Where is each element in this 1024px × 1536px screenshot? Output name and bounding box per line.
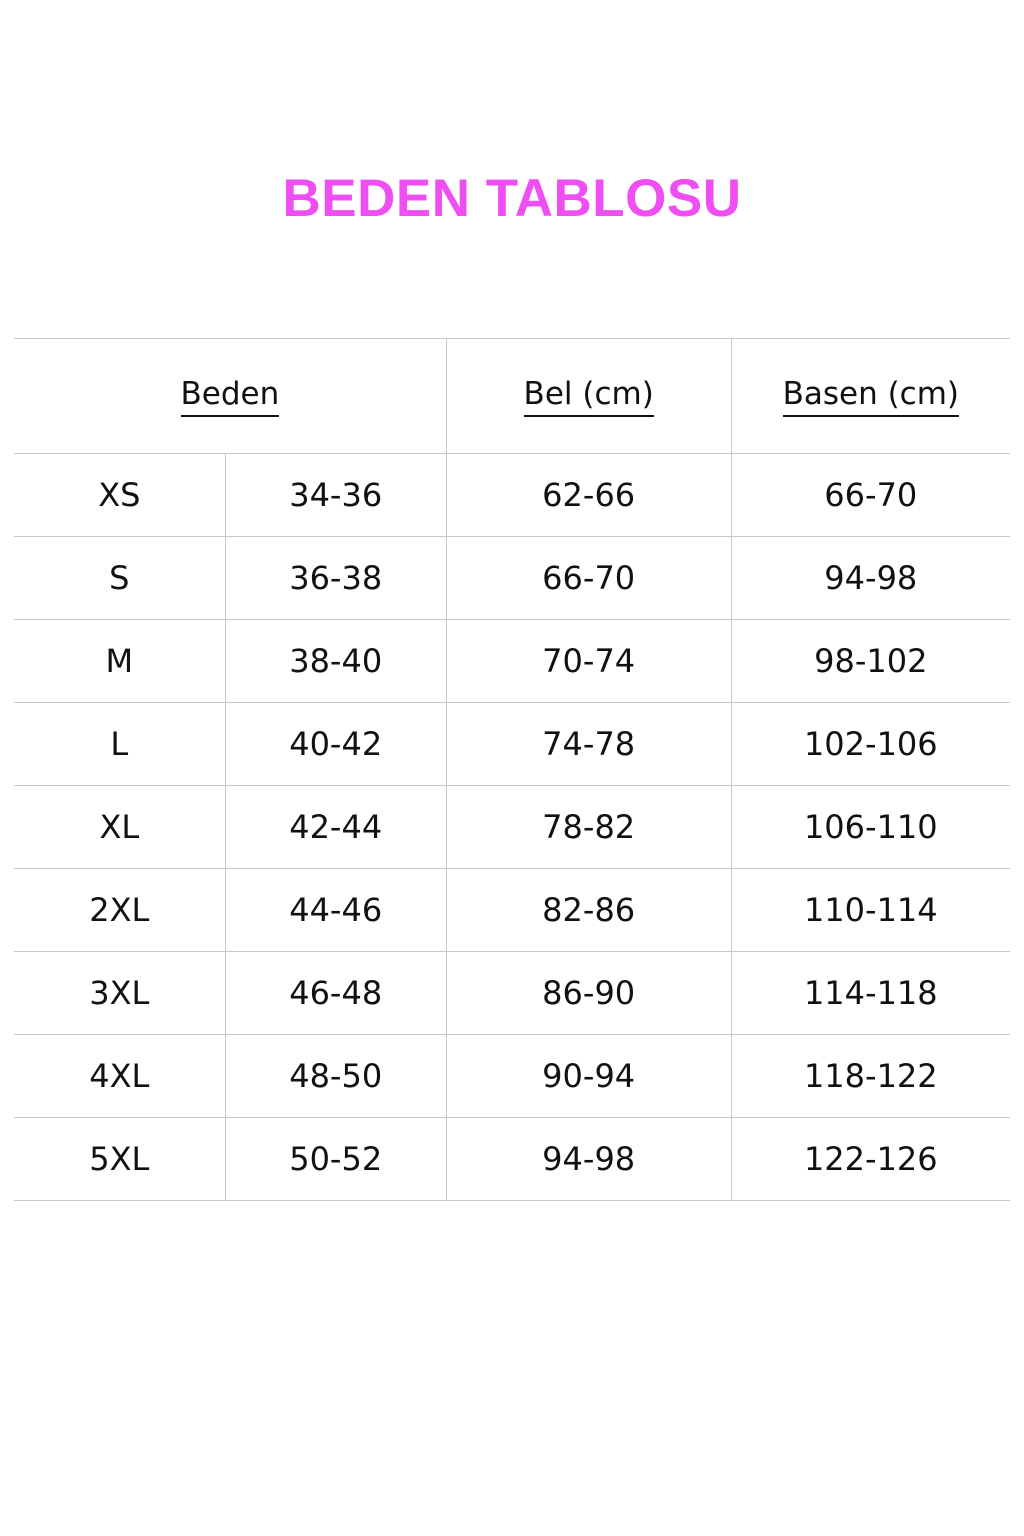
table-row [14,703,1010,786]
cell-size: 5XL [14,1118,225,1201]
column-header-beden [14,339,446,454]
size-table-container [7,338,1017,1201]
cell-basen: 122-126 [731,1118,1010,1201]
cell-basen: 110-114 [731,869,1010,952]
cell-size: XL [14,786,225,869]
cell-basen: 94-98 [731,537,1010,620]
cell-basen: 98-102 [731,620,1010,703]
cell-bel: 74-78 [446,703,731,786]
cell-numeric-size: 46-48 [225,952,446,1035]
table-row [14,786,1010,869]
table-header-row [14,339,1010,454]
table-header [14,339,1010,454]
table-row [14,620,1010,703]
table-body [14,454,1010,1201]
cell-bel: 66-70 [446,537,731,620]
table-row [14,952,1010,1035]
cell-bel: 78-82 [446,786,731,869]
cell-bel: 86-90 [446,952,731,1035]
page-title: BEDEN TABLOSU [282,169,742,228]
column-header-bel-label: Bel (cm) [524,377,654,417]
cell-size: M [14,620,225,703]
size-table [14,338,1010,1201]
table-row [14,537,1010,620]
cell-basen: 66-70 [731,454,1010,537]
table-row [14,454,1010,537]
table-row [14,1118,1010,1201]
cell-basen: 106-110 [731,786,1010,869]
cell-numeric-size: 38-40 [225,620,446,703]
cell-basen: 118-122 [731,1035,1010,1118]
cell-size: 4XL [14,1035,225,1118]
cell-size: 2XL [14,869,225,952]
cell-numeric-size: 44-46 [225,869,446,952]
cell-bel: 70-74 [446,620,731,703]
cell-bel: 82-86 [446,869,731,952]
table-row [14,869,1010,952]
cell-size: 3XL [14,952,225,1035]
column-header-basen-label: Basen (cm) [783,377,959,417]
cell-numeric-size: 34-36 [225,454,446,537]
cell-numeric-size: 48-50 [225,1035,446,1118]
cell-bel: 90-94 [446,1035,731,1118]
cell-size: S [14,537,225,620]
cell-size: XS [14,454,225,537]
cell-numeric-size: 40-42 [225,703,446,786]
cell-basen: 114-118 [731,952,1010,1035]
column-header-basen [731,339,1010,454]
cell-numeric-size: 36-38 [225,537,446,620]
table-row [14,1035,1010,1118]
cell-numeric-size: 42-44 [225,786,446,869]
cell-numeric-size: 50-52 [225,1118,446,1201]
column-header-beden-label: Beden [181,377,280,417]
cell-size: L [14,703,225,786]
cell-bel: 94-98 [446,1118,731,1201]
cell-bel: 62-66 [446,454,731,537]
cell-basen: 102-106 [731,703,1010,786]
column-header-bel [446,339,731,454]
